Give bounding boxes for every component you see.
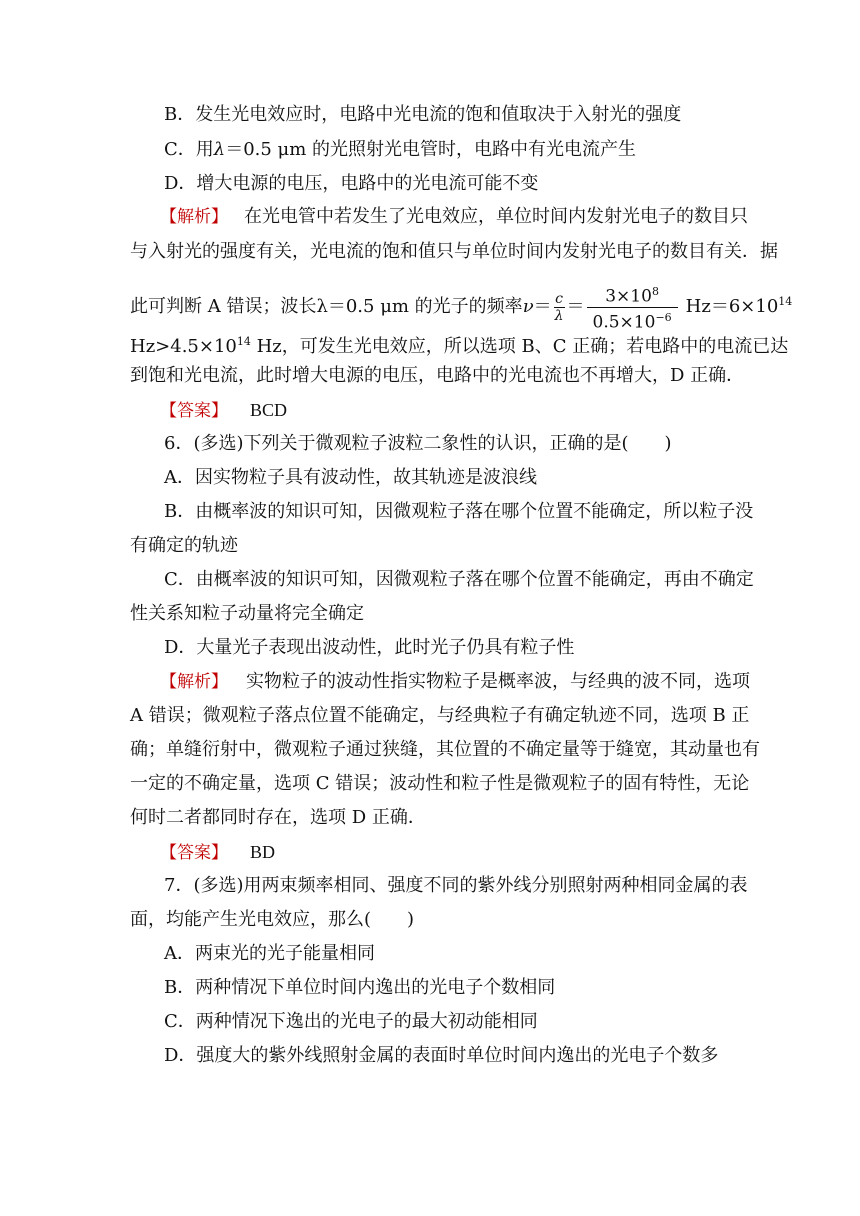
fraction-frequency <box>587 282 678 332</box>
q6-option-c-line-1: C．由概率波的知识可知，因微观粒子落在哪个位置不能确定，再由不确定 <box>164 569 754 590</box>
q5-option-c-text: ＝0.5 μm 的光照射光电管时，电路中有光电流产生 <box>225 139 637 160</box>
equals-sign: ＝ <box>533 296 552 318</box>
q5-option-b: B．发生光电效应时，电路中光电流的饱和值取决于入射光的强度 <box>164 104 682 125</box>
q5-analysis-line-4 <box>130 330 788 359</box>
fraction-denominator <box>587 308 678 333</box>
q6-analysis-line-5: 何时二者都同时存在，选项 D 正确． <box>130 807 426 828</box>
q6-option-b-line-1: B．由概率波的知识可知，因微观粒子落在哪个位置不能确定，所以粒子没 <box>164 501 754 522</box>
q6-option-b-line-2: 有确定的轨迹 <box>130 535 238 556</box>
q5-option-c-prefix: C．用 <box>164 139 214 160</box>
q5-analysis-text-1: 在光电管中若发生了光电效应，单位时间内发射光电子的数目只 <box>244 206 748 227</box>
q6-analysis-line-4: 一定的不确定量，选项 C 错误；波动性和粒子性是微观粒子的固有特性，无论 <box>130 773 750 794</box>
denominator-text: 0.5×10 <box>592 312 656 333</box>
q5-analysis-line-3: 此可判断 A 错误；波长λ＝0.5 μm 的光子的频率ν＝ $\frac{c}{\lambda}$ ＝ $\frac{3\times 10^8}{0.5\times 10^{-6}}$ $Hz=6\times 10^{14}$ <box>130 282 792 332</box>
q5-answer-tag: 【答案】 <box>160 401 228 421</box>
numerator-exponent: 8 <box>651 285 659 298</box>
q5-analysis-line-1 <box>160 205 748 229</box>
frequency-exponent: 14 <box>778 295 793 309</box>
q6-analysis-line-1 <box>160 670 750 694</box>
q6-answer: BD <box>250 842 276 862</box>
q5-answer: BCD <box>250 400 288 420</box>
fraction-denominator: λ <box>554 307 564 324</box>
q6-analysis-tag: 【解析】 <box>160 672 228 692</box>
q7-option-c: C．两种情况下逸出的光电子的最大初动能相同 <box>164 1011 538 1032</box>
threshold-exponent: 14 <box>236 335 251 348</box>
q5-option-d: D．增大电源的电压，电路中的光电流可能不变 <box>164 173 539 194</box>
fraction-numerator <box>587 282 678 308</box>
q7-stem-line-1: 7．(多选)用两束频率相同、强度不同的紫外线分别照射两种相同金属的表 <box>164 875 748 896</box>
q6-answer-tag: 【答案】 <box>160 843 228 863</box>
denominator-exponent: −6 <box>655 310 672 324</box>
q6-analysis-line-3: 确；单缝衍射中，微观粒子通过狭缝，其位置的不确定量等于缝宽，其动量也有 <box>130 739 760 760</box>
q7-option-a: A．两束光的光子能量相同 <box>164 943 375 964</box>
q5-analysis-line-5: 到饱和光电流，此时增大电源的电压，电路中的光电流也不再增大，D 正确． <box>130 365 745 386</box>
q5-option-c <box>164 138 636 162</box>
q6-answer-line <box>160 840 275 865</box>
q6-option-d: D．大量光子表现出波动性，此时光子仍具有粒子性 <box>164 637 575 658</box>
q6-analysis-text-1: 实物粒子的波动性指实物粒子是概率波，与经典的波不同，选项 <box>246 671 750 692</box>
q5-analysis-line-2: 与入射光的强度有关，光电流的饱和值只与单位时间内发射光电子的数目有关．据 <box>130 241 778 262</box>
fraction-c-over-lambda <box>554 291 565 324</box>
q5-analysis-text-4: Hz，可发生光电效应，所以选项 B、C 正确；若电路中的电流已达 <box>250 336 789 357</box>
q5-analysis-tag: 【解析】 <box>160 207 228 227</box>
q7-option-d: D．强度大的紫外线照射金属的表面时单位时间内逸出的光电子个数多 <box>164 1045 719 1066</box>
nu-symbol: ν <box>522 296 534 318</box>
q5-option-c-lambda: λ <box>213 139 226 160</box>
q5-analysis-text-3: 此可判断 A 错误；波长λ＝0.5 μm 的光子的频率 <box>130 296 523 318</box>
q7-option-b: B．两种情况下单位时间内逸出的光电子个数相同 <box>164 977 556 998</box>
q6-stem: 6．(多选)下列关于微观粒子波粒二象性的认识，正确的是( ) <box>164 433 672 454</box>
fraction-numerator: c <box>555 290 563 307</box>
frequency-result: Hz＝6×10 <box>685 296 779 318</box>
numerator-text: 3×10 <box>605 286 652 307</box>
q7-stem-line-2: 面，均能产生光电效应，那么( ) <box>130 909 415 930</box>
q6-option-c-line-2: 性关系知粒子动量将完全确定 <box>130 603 364 624</box>
q5-answer-line <box>160 398 287 423</box>
q6-analysis-line-2: A 错误；微观粒子落点位置不能确定，与经典粒子有确定轨迹不同，选项 B 正 <box>130 705 750 726</box>
threshold-frequency: Hz>4.5×10 <box>130 336 237 357</box>
q6-option-a: A．因实物粒子具有波动性，故其轨迹是波浪线 <box>164 467 537 488</box>
